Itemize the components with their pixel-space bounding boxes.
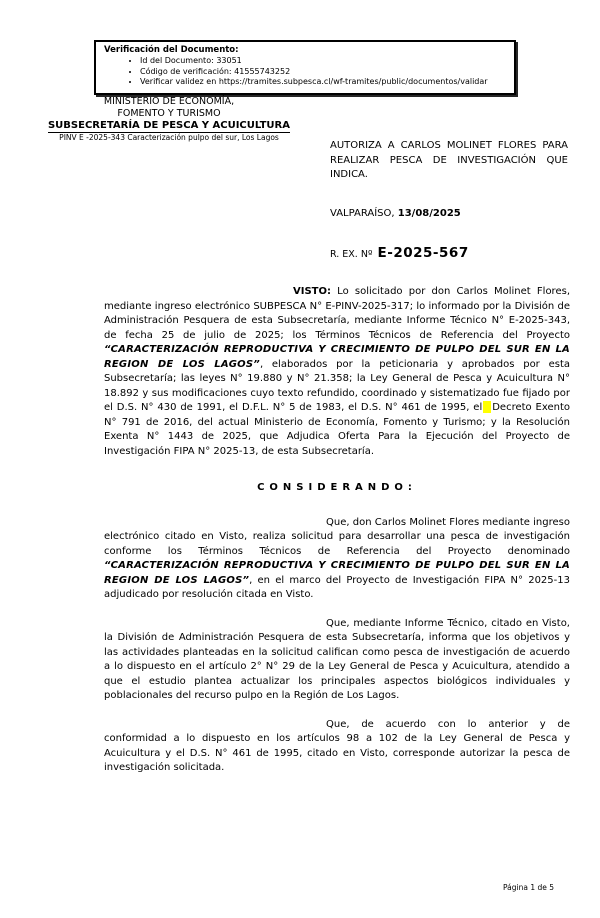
verification-list: [104, 56, 508, 88]
considerando-paragraph-1: [104, 516, 570, 603]
resolution-number: [330, 242, 469, 261]
considerando-p1-project-title: “CARACTERIZACIÓN REPRODUCTIVA Y CRECIMIENTO DE PULPO DEL SUR EN LA REGION DE LOS LAGOS”: [104, 560, 570, 586]
dateline-city: VALPARAÍSO,: [330, 208, 395, 219]
dateline: [330, 208, 461, 219]
ministry-line-2: FOMENTO Y TURISMO: [117, 107, 221, 119]
considerando-paragraph-2: Que, mediante Informe Técnico, citado en Visto, la División de Administración Pesquera de esta Subsecretaría, informa que los objetivos y las actividades planteadas en la solicitud califican como pesca de investigación de acuerdo a lo dispuesto en el artículo 2° N° 29 de la Ley General de Pesca y Acuicultura, atendido a que el estudio plantea actualizar los principales aspectos biológicos individuales y poblacionales del recurso pulpo en la Región de Los Lagos.: [104, 617, 570, 701]
visto-segment-1: Lo solicitado por don Carlos Molinet Flores, mediante ingreso electrónico SUBPESCA N° E-PINV-2025-317; lo informado por la División de Administración Pesquera de esta Subsecretaría, mediante Informe Técnico N° E-2025-343, de fecha 25 de julio de 2025; los Términos Técnicos de Referencia del Proyecto: [104, 286, 570, 341]
visto-label: VISTO:: [293, 286, 331, 297]
resolution-number-value: E-2025-567: [377, 245, 469, 261]
resolution-subject: AUTORIZA A CARLOS MOLINET FLORES PARA REALIZAR PESCA DE INVESTIGACIÓN QUE INDICA.: [330, 140, 568, 180]
considerando-heading: CONSIDERANDO:: [257, 482, 417, 493]
highlight-mark: [483, 401, 491, 413]
file-reference: PINV E -2025-343 Caracterización pulpo del sur, Los Lagos: [59, 133, 279, 142]
considerando-paragraph-3: Que, de acuerdo con lo anterior y de conformidad a lo dispuesto en los artículos 98 a 102 de la Ley General de Pesca y Acuicultura y el D.S. N° 461 de 1995, citado en Visto, corresponde autorizar la pesca de investigación solicitada.: [104, 718, 570, 773]
document-body: [104, 285, 570, 776]
resolution-number-prefix: R. EX. Nº: [330, 249, 373, 260]
page-number: Página 1 de 5: [503, 883, 555, 892]
letterhead: [24, 96, 314, 143]
visto-segment-3: Decreto Exento N° 791 de 2016, del actual Ministerio de Economía, Fomento y Turismo; y la Resolución Exenta N° 1443 de 2025, que Adjudica Oferta Para la Ejecución del Proyecto de Investigación FIPA N° 2025-13, de esta Subsecretaría.: [104, 402, 570, 457]
verification-item-url: • Verificar validez en https://tramites.subpesca.cl/wf-tramites/public/documentos/validar: [140, 77, 508, 88]
visto-project-title: “CARACTERIZACIÓN REPRODUCTIVA Y CRECIMIENTO DE PULPO DEL SUR EN LA REGION DE LOS LAGOS”: [104, 344, 570, 370]
dateline-date: 13/08/2025: [397, 208, 461, 219]
ministry-line-1: MINISTERIO DE ECONOMÍA,: [103, 96, 235, 107]
verification-title: Verificación del Documento:: [104, 45, 239, 55]
considerando-p1-segment-2: , en el marco del Proyecto de Investigación FIPA N° 2025-13 adjudicado por resolución citada en Visto.: [104, 574, 570, 600]
visto-paragraph: [104, 285, 570, 459]
subsecretaria-title: [24, 120, 314, 132]
verification-item-id: • Id del Documento: 33051: [140, 56, 508, 67]
considerando-p1-segment-1: Que, don Carlos Molinet Flores mediante ingreso electrónico citado en Visto, realiza solicitud para desarrollar una pesca de investigación conforme los Términos Técnicos de Referencia del Proyecto denominado: [104, 516, 570, 557]
subsecretaria-text: SUBSECRETARÍA DE PESCA Y ACUICULTURA: [47, 120, 290, 131]
verification-box: [94, 40, 516, 95]
visto-segment-2: , elaborados por la peticionaria y aprobados por esta Subsecretaría; las leyes N° 19.880 y N° 21.358; la Ley General de Pesca y Acuicultura N° 18.892 y sus modificaciones cuyo texto refundido, coordinado y sistematizado fue fijado por el D.S. N° 430 de 1991, el D.F.L. N° 5 de 1983, el D.S. N° 461 de 1995, el: [104, 358, 570, 413]
verification-item-code: • Código de verificación: 41555743252: [140, 67, 508, 78]
